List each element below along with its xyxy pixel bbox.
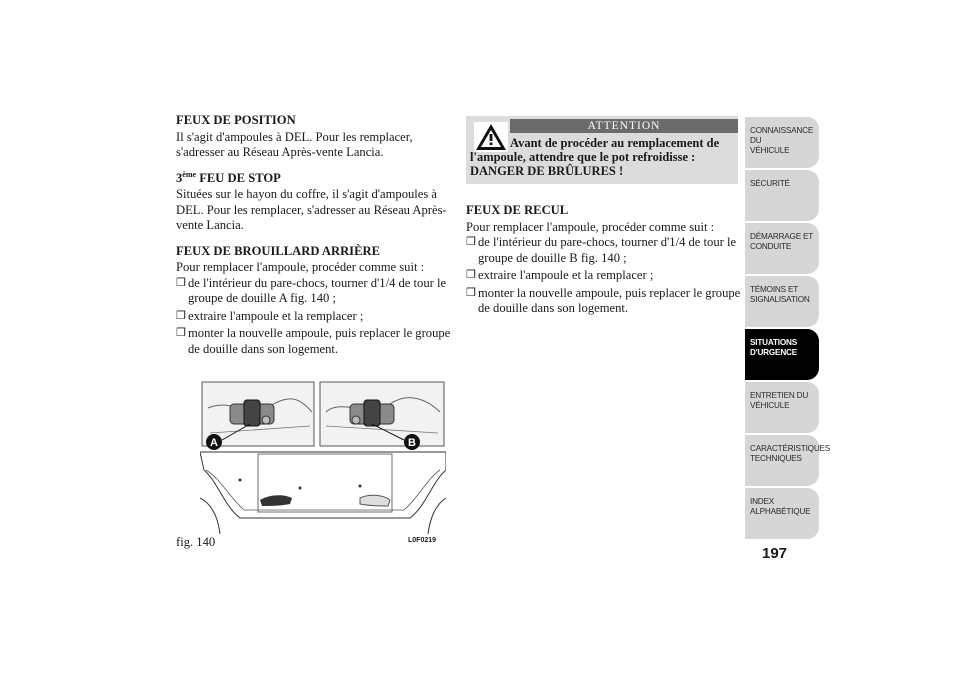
section-title-third-stop-light: 3ème FEU DE STOP — [176, 169, 281, 185]
list-item: ❒ de l'intérieur du pare-chocs, tourner d'1/4 de tour le groupe de douille B fig. 140 ; — [466, 235, 737, 265]
list-item: ❒ monter la nouvelle ampoule, puis replacer le groupe de douille dans son logement. — [466, 285, 741, 315]
callout-b-label: B — [408, 437, 416, 449]
warning-heading: ATTENTION — [510, 119, 738, 133]
list-item: ❒ extraire l'ampoule et la remplacer ; — [466, 268, 654, 282]
tab-demarrage-et-conduite[interactable]: DÉMARRAGE ET CONDUITE — [745, 223, 819, 274]
section-text-third-stop-light: Situées sur le hayon du coffre, il s'agit d'ampoules à DEL. Pour les remplacer, s'adresser au Réseau Après-vente Lancia. — [176, 187, 447, 232]
rear-bumper-illustration — [200, 378, 446, 534]
page-number: 197 — [762, 545, 788, 562]
section-text-position-lights: Il s'agit d'ampoules à DEL. Pour les remplacer, s'adresser au Réseau Après-vente Lancia. — [176, 129, 413, 159]
warning-box — [466, 116, 738, 184]
checkbox-bullet-icon: ❒ — [466, 286, 476, 299]
checkbox-bullet-icon: ❒ — [466, 269, 476, 281]
warning-text: Avant de procéder au remplacement de l'ampoule, attendre que le pot refroidisse : DANGER DE BRÛLURES ! — [470, 136, 720, 178]
tab-situations-d-urgence[interactable]: SITUATIONS D'URGENCE — [745, 329, 819, 380]
checkbox-bullet-icon: ❒ — [176, 309, 186, 322]
figure-140-illustration — [200, 378, 446, 534]
section-title-rear-fog-lights: FEUX DE BROUILLARD ARRIÈRE — [176, 243, 380, 258]
list-item: ❒ extraire l'ampoule et la remplacer ; — [176, 308, 364, 323]
section-title-position-lights: FEUX DE POSITION — [176, 113, 296, 127]
section-intro-rear-fog-lights: Pour remplacer l'ampoule, procéder comme suit : — [176, 260, 425, 274]
checkbox-bullet-icon: ❒ — [176, 327, 186, 339]
tab-securite[interactable]: SÉCURITÉ — [745, 170, 819, 221]
figure-code: L0F0219 — [408, 537, 437, 544]
tab-index-alphabetique[interactable]: INDEX ALPHABÉTIQUE — [745, 488, 819, 539]
right-column — [466, 203, 742, 319]
tab-caracteristiques-techniques[interactable]: CARACTÉRISTIQUES TECHNIQUES — [745, 435, 819, 486]
checkbox-bullet-icon: ❒ — [176, 276, 186, 289]
tab-entretien-du-vehicule[interactable]: ENTRETIEN DU VÉHICULE — [745, 382, 819, 433]
list-item: ❒ monter la nouvelle ampoule, puis replacer le groupe de douille dans son logement. — [176, 326, 451, 356]
checkbox-bullet-icon: ❒ — [466, 236, 476, 248]
left-column — [176, 113, 452, 359]
section-title-reversing-lights: FEUX DE RECUL — [466, 203, 569, 217]
figure-caption: fig. 140 — [176, 535, 216, 549]
tab-connaissance-du-vehicule[interactable]: CONNAISSANCE DU VÉHICULE — [745, 117, 819, 168]
callout-a-label: A — [210, 437, 218, 449]
section-intro-reversing-lights: Pour remplacer l'ampoule, procéder comme suit : — [466, 219, 715, 234]
list-item: ❒ de l'intérieur du pare-chocs, tourner d'1/4 de tour le groupe de douille A fig. 140 ; — [176, 275, 447, 305]
chapter-tabs — [745, 117, 831, 541]
tab-temoins-et-signalisation[interactable]: TÉMOINS ET SIGNALISATION — [745, 276, 819, 327]
